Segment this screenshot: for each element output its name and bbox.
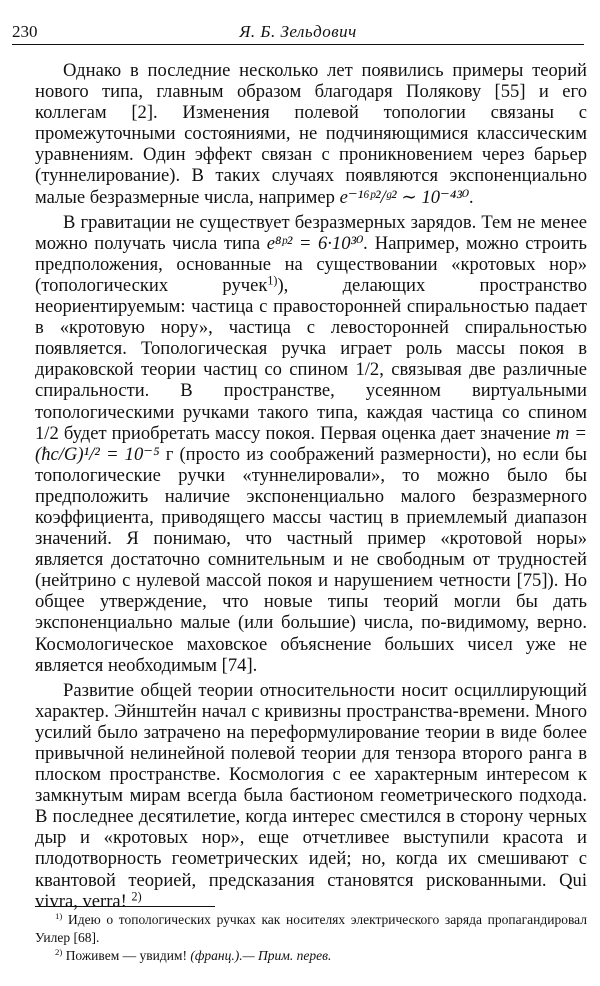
paragraph-text: Например, можно строить предположения, основанные на существовании «кротовых нор» (топологических ручек <box>35 232 588 296</box>
footnote-divider <box>35 906 215 907</box>
paragraph-2 <box>35 212 587 676</box>
running-title: Я. Б. Зельдович <box>239 22 357 41</box>
page-header <box>12 22 584 45</box>
footnote-mark: 2) <box>55 947 63 958</box>
footnote-text: Идею о топологических ручках как носителях электрического заряда пропагандировал Уилер [68]. <box>35 912 587 945</box>
formula-exponent-small: e⁻¹⁶ᵖ²/ᵍ² ∼ 10⁻⁴³⁰. <box>339 186 474 208</box>
paragraph-text: г (просто из соображений размерности), но если бы топологические ручки «туннелировали», то можно было бы предположить наличие экспоненциально малого безразмерного коэффициента, приводящего массы частиц в приемлемый диапазон значений. Я понимаю, что частный пример «кротовой норы» является достаточно сомнительным и не свободным от трудностей (нейтрино с нулевой массой покоя и нарушением четности [75]). Но общее утверждение, что новые типы теорий могли бы дать экспоненциально малые (или большие) числа, по-видимому, верно. Космологическое маховское объяснение больших чисел уже не является необходимым [74]. <box>35 443 587 676</box>
footnote-text-italic: (франц.).— Прим. перев. <box>190 948 332 963</box>
spin-fraction: 1/2 <box>355 359 380 381</box>
footnote-mark: 1) <box>55 911 63 922</box>
footnote-ref-2: 2) <box>131 889 142 904</box>
paragraph-1 <box>35 60 587 208</box>
footnotes <box>35 906 587 965</box>
formula-large-number: e⁸ᵖ² = 6·10³⁰. <box>266 232 369 254</box>
paragraph-text: ), делающих пространство неориентируемым: частица с правосторонней спиральностью падает в «кротовую нору», частица с левосторонней спиральностью появляется. Топологическая ручка играет роль массы покоя в дираковской теории частиц со спином <box>35 274 587 381</box>
main-text <box>35 60 587 916</box>
spin-fraction: 1/2 <box>35 422 59 444</box>
paragraph-text: будет приобретать массу покоя. Первая оценка дает значение <box>63 422 551 444</box>
footnote-2 <box>35 947 587 965</box>
footnote-text: Поживем — увидим! <box>65 948 187 963</box>
page-number: 230 <box>12 22 38 41</box>
paragraph-3 <box>35 680 587 912</box>
paragraph-text: Развитие общей теории относительности носит осциллирующий характер. Эйнштейн начал с кривизны пространства-времени. Много усилий было затрачено на переформулирование теории в виде более привычной нелинейной полевой теории для тензора второго ранга в плоском пространстве. Космология с ее характерным интересом к замкнутым мирам всегда была бастионом геометрического подхода. В последнее десятилетие, когда интерес сместился в сторону черных дыр и «кротовых нор», еще отчетливее выступили красота и плодотворность геометрических идей; но, когда их смешивают с квантовой теорией, предсказания становятся рискованными. Qui vivra, verra! <box>35 679 587 912</box>
footnote-ref-1: 1) <box>267 273 278 288</box>
paragraph-text: Однако в последние несколько лет появились примеры теорий нового типа, главным образом благодаря Полякову [55] и его коллегам [2]. Изменения полевой топологии связаны с промежуточными состояниями, не подчиняющимися классическим уравнениям. Один эффект связан с проникновением через барьер (туннелирование). В таких случаях появляются экспоненциально малые безразмерные числа, например <box>35 60 587 208</box>
paragraph-text: В гравитации не существует безразмерных зарядов. Тем не менее можно получать числа типа <box>35 211 587 254</box>
formula-planck-mass: m = (ħc/G)¹/² = 10⁻⁵ <box>35 422 587 465</box>
paragraph-text: , связывая две различные спиральности. В пространстве, усеянном виртуальными топологическими ручками такого типа, каждая частица со спином <box>35 359 587 423</box>
footnote-1 <box>35 911 587 947</box>
